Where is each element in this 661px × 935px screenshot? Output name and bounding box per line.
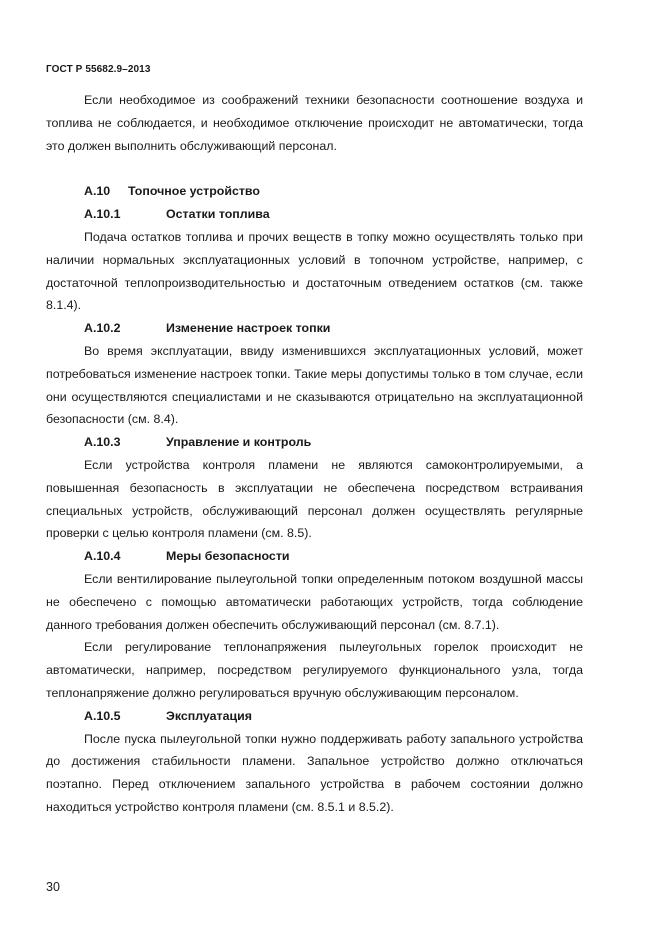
subsection-heading <box>46 203 583 226</box>
subsection-heading <box>46 545 583 568</box>
subsection-paragraph: Если регулирование теплонапряжения пылеугольных горелок происходит не автоматически, например, посредством регулируемого функционального узла, тогда теплонапряжение должно регулироваться вручную обслуживающим персоналом. <box>46 640 583 700</box>
subsection-heading <box>46 705 583 728</box>
document-body <box>46 89 583 819</box>
subsection-number: А.10.1 <box>84 207 121 222</box>
subsection-heading <box>46 431 583 454</box>
spacer <box>46 157 583 180</box>
subsection-title: Изменение настроек топки <box>166 321 331 336</box>
subsection-heading <box>46 317 583 340</box>
subsection-paragraph: Подача остатков топлива и прочих веществ в топку можно осуществлять только при наличии нормальных эксплуатационных условий в топочном устройстве, например, с достаточной теплопроизводительностью и достаточным отведением остатков (см. также 8.1.4). <box>46 229 583 313</box>
subsection-title: Управление и контроль <box>166 435 312 450</box>
subsection-title: Эксплуатация <box>166 708 252 723</box>
subsection-title: Меры безопасности <box>166 549 290 564</box>
subsection-number: А.10.2 <box>84 321 121 336</box>
subsection-paragraph: Во время эксплуатации, ввиду изменившихся эксплуатационных условий, может потребоваться изменение настроек топки. Такие меры допустимы только в том случае, если они осуществляются специалистами и не сказываются отрицательно на эксплуатационной безопасности (см. 8.4). <box>46 343 583 427</box>
subsection-number: А.10.4 <box>84 549 121 564</box>
section-heading <box>46 180 583 203</box>
section-title: Топочное устройство <box>128 184 260 199</box>
section-number: А.10 <box>84 184 111 199</box>
intro-paragraph: Если необходимое из соображений техники безопасности соотношение воздуха и топлива не соблюдается, и необходимое отключение происходит не автоматически, тогда это должен выполнить обслуживающий персонал. <box>46 93 583 153</box>
subsection-paragraph: Если устройства контроля пламени не являются самоконтролируемыми, а повышенная безопасность в эксплуатации не обеспечена посредством встраивания специальных устройств, обслуживающий персонал должен осуществлять регулярные проверки с целью контроля пламени (см. 8.5). <box>46 457 583 541</box>
subsection-title: Остатки топлива <box>166 207 270 222</box>
subsection-number: А.10.5 <box>84 708 121 723</box>
subsection-number: А.10.3 <box>84 435 121 450</box>
page-number: 30 <box>46 880 60 894</box>
subsection-paragraph: После пуска пылеугольной топки нужно поддерживать работу запального устройства до достижения стабильности пламени. Запальное устройство должно отключаться поэтапно. Перед отключением запального устройства в рабочем состоянии должно находиться устройство контроля пламени (см. 8.5.1 и 8.5.2). <box>46 731 583 814</box>
document-header: ГОСТ Р 55682.9–2013 <box>46 64 151 75</box>
subsection-paragraph: Если вентилирование пылеугольной топки определенным потоком воздушной массы не обеспечено с помощью автоматически работающих устройств, тогда соблюдение данного требования должен обеспечить обслуживающий персонал (см. 8.7.1). <box>46 571 583 632</box>
